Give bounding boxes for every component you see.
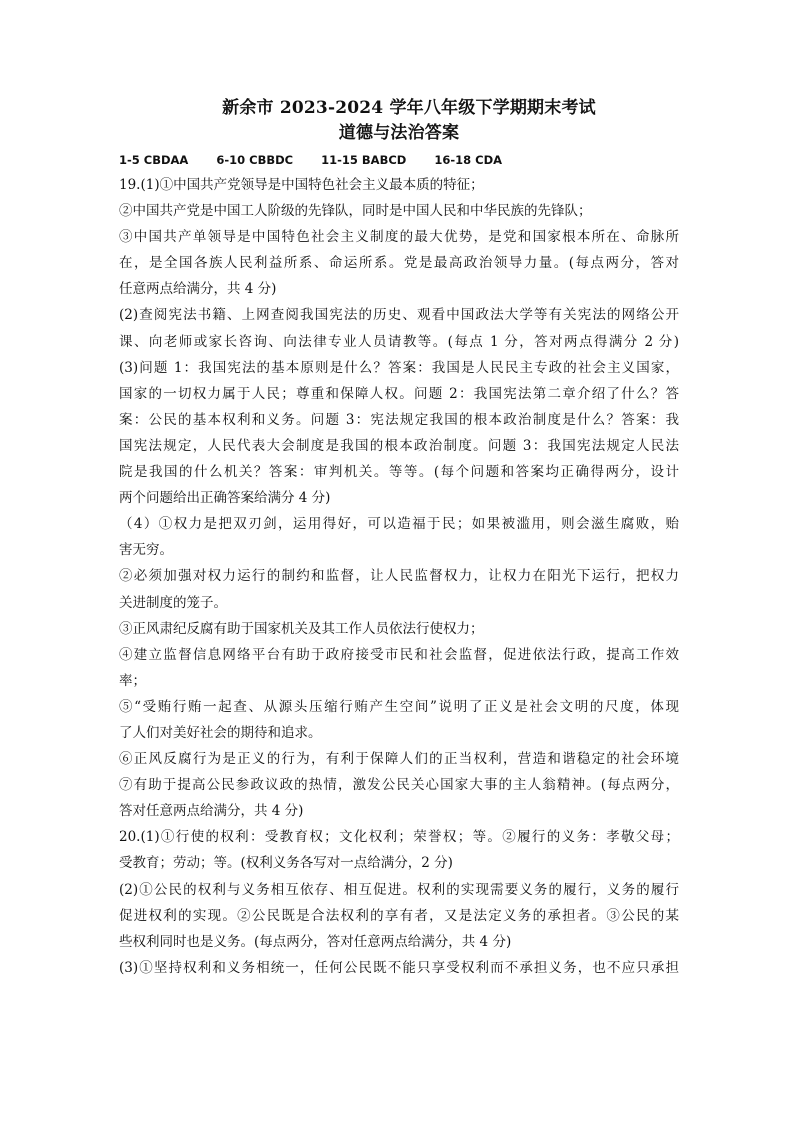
answer-line: (2)①公民的权利与义务相互依存、相互促进。权利的实现需要义务的履行，义务的履行 — [119, 881, 679, 898]
mc-answer-group: 6-10 CBBDC — [216, 153, 294, 167]
answer-body — [119, 172, 679, 981]
answer-line: （4）①权力是把双刃剑，运用得好，可以造福于民；如果被滥用，则会滋生腐败，贻 — [119, 516, 679, 533]
answer-line: 国家的一切权力属于人民；尊重和保障人权。问题 2：我国宪法第二章介绍了什么？答 — [119, 385, 679, 402]
answer-line: 受教育；劳动；等。(权利义务各写对一点给满分，2 分) — [119, 855, 453, 872]
answer-line: ②中国共产党是中国工人阶级的先锋队，同时是中国人民和中华民族的先锋队； — [119, 203, 592, 220]
answer-line: ⑦有助于提高公民参政议政的热情，激发公民关心国家大事的主人翁精神。(每点两分， — [119, 777, 679, 794]
document-subtitle: 道德与法治答案 — [338, 123, 460, 143]
answer-line: 国宪法规定，人民代表大会制度是我国的根本政治制度。问题 3：我国宪法规定人民法 — [119, 437, 679, 454]
mc-answer-group: 1-5 CBDAA — [119, 153, 189, 167]
answer-line: 在，是全国各族人民利益所系、命运所系。党是最高政治领导力量。(每点两分，答对 — [119, 255, 679, 272]
answer-line: 两个问题给出正确答案给满分 4 分) — [119, 490, 331, 507]
answer-line: 课、向老师或家长咨询、向法律专业人员请教等。(每点 1 分，答对两点得满分 2 分) — [119, 333, 679, 350]
answer-line: ③正风肃纪反腐有助于国家机关及其工作人员依法行使权力； — [119, 620, 484, 637]
answer-line: 案：公民的基本权利和义务。问题 3：宪法规定我国的根本政治制度是什么？答案：我 — [119, 411, 679, 428]
answer-line: ②必须加强对权力运行的制约和监督，让人民监督权力，让权力在阳光下运行，把权力 — [119, 568, 679, 585]
answer-line: 害无穷。 — [119, 542, 173, 559]
answer-line: 任意两点给满分，共 4 分) — [119, 281, 277, 298]
document-title: 新余市 2023-2024 学年八年级下学期期末考试 — [222, 98, 596, 118]
answer-line: ③中国共产单领导是中国特色社会主义制度的最大优势，是党和国家根本所在、命脉所 — [119, 229, 679, 246]
answer-line: 20.(1)①行使的权利：受教育权；文化权利；荣誉权；等。②履行的义务：孝敬父母； — [119, 829, 679, 846]
mc-answer-group: 16-18 CDA — [434, 153, 503, 167]
answer-line: (3)问题 1：我国宪法的基本原则是什么？答案：我国是人民民主专政的社会主义国家， — [119, 359, 679, 376]
answer-line: 了人们对美好社会的期待和追求。 — [119, 724, 322, 741]
answer-line: 些权利同时也是义务。(每点两分，答对任意两点给满分，共 4 分) — [119, 933, 512, 950]
answer-line: (2)查阅宪法书籍、上网查阅我国宪法的历史、观看中国政法大学等有关宪法的网络公开 — [119, 307, 679, 324]
answer-line: 促进权利的实现。②公民既是合法权利的享有者，又是法定义务的承担者。③公民的某 — [119, 907, 679, 924]
answer-line: 院是我国的什么机关？答案：审判机关。等等。(每个问题和答案均正确得两分，设计 — [119, 464, 679, 481]
answer-line: 关进制度的笼子。 — [119, 594, 227, 611]
answer-line: ④建立监督信息网络平台有助于政府接受市民和社会监督，促进依法行政，提高工作效 — [119, 646, 679, 663]
answer-line: 答对任意两点给满分，共 4 分) — [119, 803, 304, 820]
answer-line: ⑤“受贿行贿一起查、从源头压缩行贿产生空间”说明了正义是社会文明的尺度，体现 — [119, 698, 679, 715]
answer-line: (3)①坚持权利和义务相统一，任何公民既不能只享受权利而不承担义务，也不应只承担 — [119, 959, 679, 976]
answer-line: 率； — [119, 672, 146, 689]
multiple-choice-answers — [119, 148, 679, 172]
answer-line: ⑥正风反腐行为是正义的行为，有利于保障人们的正当权利，营造和谐稳定的社会环境 — [119, 751, 679, 768]
answer-document — [119, 96, 679, 981]
answer-line: 19.(1)①中国共产党领导是中国特色社会主义最本质的特征； — [119, 177, 484, 193]
mc-answer-group: 11-15 BABCD — [321, 153, 407, 167]
